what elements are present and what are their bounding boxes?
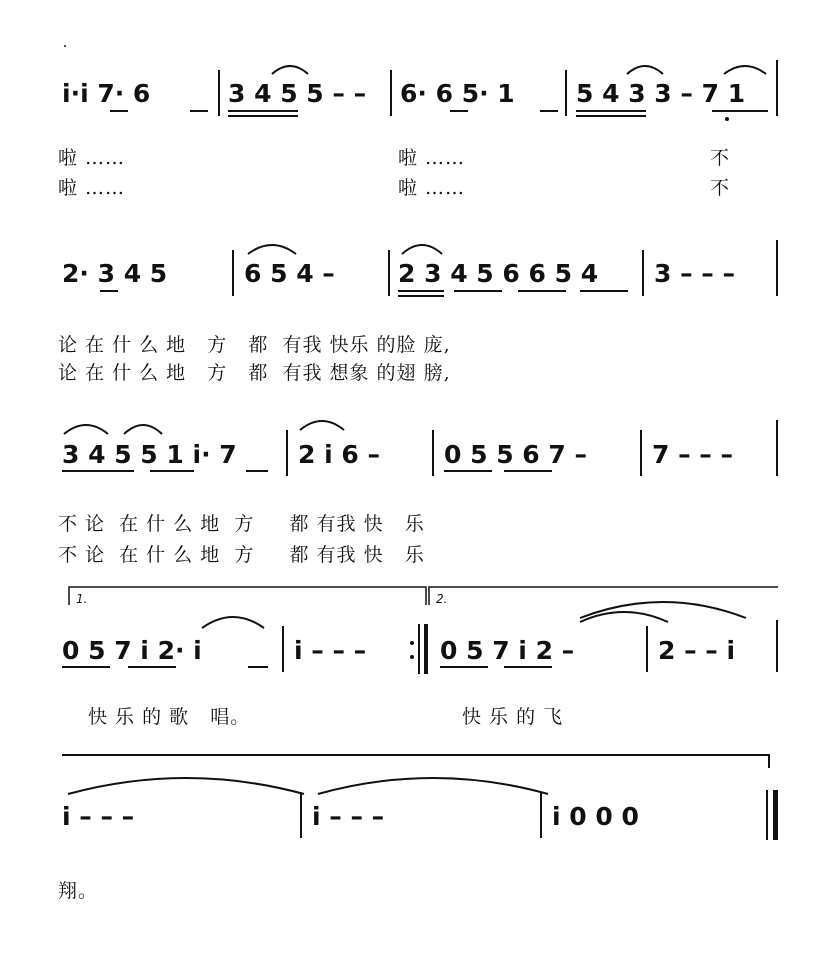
measure: i̇ 0 0 0 bbox=[552, 802, 639, 831]
underline bbox=[228, 115, 298, 117]
underline bbox=[712, 110, 768, 112]
underline bbox=[228, 110, 298, 112]
slur bbox=[270, 60, 310, 76]
low-octave-dot bbox=[725, 117, 729, 121]
slur bbox=[400, 240, 444, 256]
barline bbox=[540, 792, 542, 838]
barline bbox=[300, 792, 302, 838]
underline bbox=[128, 666, 176, 668]
measure: 6· 6 5· 1 bbox=[400, 79, 515, 108]
underline bbox=[190, 110, 208, 112]
underline bbox=[540, 110, 558, 112]
volta-label: 2. bbox=[436, 592, 448, 606]
measure: i̇ – – – bbox=[62, 802, 135, 831]
measure: 0 5 7 i̇ 2· i̇ bbox=[62, 636, 202, 665]
measure: 2 3 4 5 6 6 5 4 bbox=[398, 259, 599, 288]
underline bbox=[450, 110, 468, 112]
barline bbox=[776, 240, 778, 296]
barline bbox=[642, 250, 644, 296]
underline bbox=[504, 470, 552, 472]
underline bbox=[100, 290, 118, 292]
underline bbox=[444, 470, 492, 472]
slur bbox=[122, 420, 164, 436]
barline bbox=[232, 250, 234, 296]
measure: i̇ – – – bbox=[312, 802, 385, 831]
measure: 3 – – – bbox=[654, 259, 736, 288]
barline bbox=[432, 430, 434, 476]
barline bbox=[286, 430, 288, 476]
slur bbox=[66, 772, 306, 796]
slur bbox=[316, 772, 550, 796]
slur bbox=[625, 60, 665, 76]
barline bbox=[646, 626, 648, 672]
measure: 3 4 5 5 – – bbox=[228, 79, 367, 108]
slur bbox=[578, 606, 670, 624]
underline bbox=[454, 290, 502, 292]
barline bbox=[640, 430, 642, 476]
barline bbox=[776, 60, 778, 116]
measure: 2 i̇ 6 – bbox=[298, 440, 380, 469]
underline bbox=[62, 666, 110, 668]
underline bbox=[110, 110, 128, 112]
barline bbox=[282, 626, 284, 672]
lyric: 不 bbox=[710, 147, 731, 169]
measure: 7 – – – bbox=[652, 440, 734, 469]
measure: 3 4 5 5 1 i̇· 7 bbox=[62, 440, 237, 469]
measure: 2 – – i̇ bbox=[658, 636, 736, 665]
barline-thick bbox=[424, 624, 428, 674]
barline bbox=[776, 620, 778, 672]
measure: 0 5 5 6 7 – bbox=[444, 440, 587, 469]
measure: 6 5 4 – bbox=[244, 259, 335, 288]
measure: 5 4 3 3 – 7 1 bbox=[576, 79, 746, 108]
top-line bbox=[62, 754, 770, 756]
slur bbox=[298, 416, 346, 432]
stray-mark bbox=[64, 45, 66, 47]
lyric: 不 bbox=[710, 177, 731, 199]
measure: 2· 3 4 5 bbox=[62, 259, 168, 288]
underline bbox=[576, 110, 646, 112]
slur bbox=[62, 420, 110, 436]
repeat-dot bbox=[410, 641, 414, 645]
underline bbox=[518, 290, 566, 292]
underline bbox=[440, 666, 488, 668]
bracket-end bbox=[768, 754, 770, 768]
slur bbox=[200, 612, 266, 630]
final-barline bbox=[773, 790, 778, 840]
lyric: 不 论 在 什 么 地 方 都 有我 快 乐 bbox=[58, 513, 425, 535]
barline bbox=[418, 624, 420, 674]
underline bbox=[398, 295, 444, 297]
lyric: 不 论 在 什 么 地 方 都 有我 快 乐 bbox=[58, 544, 425, 566]
lyric: 论 在 什 么 地 方 都 有我 快乐 的脸 庞, bbox=[58, 334, 451, 356]
lyric: 快 乐 的 歌 唱。 bbox=[88, 706, 251, 728]
slur bbox=[722, 60, 768, 76]
underline bbox=[580, 290, 628, 292]
lyric: 论 在 什 么 地 方 都 有我 想象 的翅 膀, bbox=[58, 362, 451, 384]
barline bbox=[565, 70, 567, 116]
barline bbox=[388, 250, 390, 296]
underline bbox=[576, 115, 646, 117]
barline bbox=[766, 790, 768, 840]
measure: i̇·i̇ 7· 6 bbox=[62, 79, 151, 108]
underline bbox=[398, 290, 444, 292]
barline bbox=[390, 70, 392, 116]
lyric: 翔。 bbox=[58, 880, 99, 902]
lyric: 啦 …… bbox=[58, 177, 126, 199]
underline bbox=[62, 470, 134, 472]
volta-bracket-1 bbox=[68, 585, 430, 607]
lyric: 啦 …… bbox=[398, 177, 466, 199]
repeat-dot bbox=[410, 655, 414, 659]
measure: 0 5 7 i̇ 2 – bbox=[440, 636, 575, 665]
underline bbox=[150, 470, 194, 472]
lyric: 啦 …… bbox=[58, 147, 126, 169]
underline bbox=[248, 666, 268, 668]
measure: i̇ – – – bbox=[294, 636, 367, 665]
underline bbox=[246, 470, 268, 472]
slur bbox=[246, 240, 298, 256]
underline bbox=[504, 666, 552, 668]
barline bbox=[218, 70, 220, 116]
volta-label: 1. bbox=[76, 592, 88, 606]
lyric: 快 乐 的 飞 bbox=[462, 706, 564, 728]
lyric: 啦 …… bbox=[398, 147, 466, 169]
barline bbox=[776, 420, 778, 476]
